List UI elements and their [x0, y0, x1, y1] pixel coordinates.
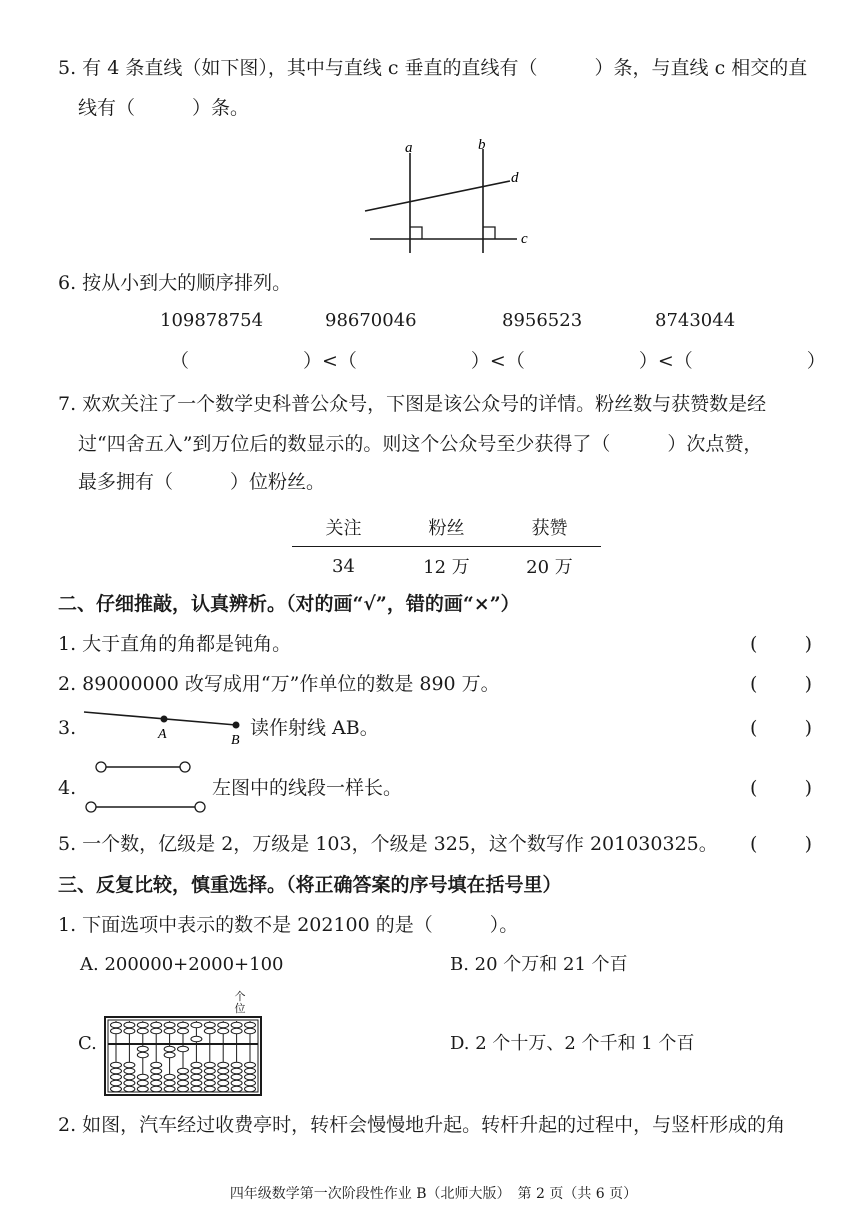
s3-q1: 1. 下面选项中表示的数不是 202100 的是（ ）。 — [58, 914, 519, 936]
value-follow: 34 — [332, 555, 355, 577]
q5-line2: 线有（ ）条。 — [78, 97, 250, 119]
header-likes: 获赞 — [498, 512, 601, 547]
value-likes: 20 万 — [526, 557, 573, 578]
s3-q1-option-c[interactable]: C. — [78, 1033, 97, 1054]
point-a-label: A — [158, 727, 167, 742]
q5-line1: 5. 有 4 条直线（如下图），其中与直线 c 垂直的直线有（ ）条，与直线 c 相交的直 — [58, 57, 808, 79]
s2-answer-1[interactable]: ( ) — [750, 633, 812, 655]
abacus-ones-label: 个位 — [234, 990, 246, 1015]
label-c: c — [521, 231, 528, 247]
s2-item-4: 左图中的线段一样长。 — [212, 777, 403, 799]
q7-line1: 7. 欢欢关注了一个数学史科普公众号，下图是该公众号的详情。粉丝数与获赞数是经 — [58, 393, 767, 415]
s2-answer-5[interactable]: ( ) — [750, 833, 812, 855]
s2-item-5: 5. 一个数，亿级是 2，万级是 103，个级是 325，这个数写作 201030325。 — [58, 833, 718, 855]
q6-number-1: 109878754 — [160, 310, 264, 331]
q6-number-2: 98670046 — [325, 310, 417, 331]
q7-stats-table — [292, 512, 601, 581]
s2-item-3: 读作射线 AB。 — [250, 717, 379, 739]
s3-q2: 2. 如图，汽车经过收费亭时，转杆会慢慢地升起。转杆升起的过程中，与竖杆形成的角 — [58, 1114, 786, 1136]
ray-ab-figure — [84, 708, 244, 748]
q6-answer-blanks[interactable]: （ ）<（ ）<（ ）<（ ） — [170, 350, 826, 372]
s3-q1-option-a[interactable]: A. 200000+2000+100 — [80, 954, 284, 975]
segments-figure — [85, 758, 210, 818]
label-b: b — [478, 137, 486, 153]
s3-q1-option-d[interactable]: D. 2 个十万、2 个千和 1 个百 — [450, 1033, 695, 1054]
q7-line2: 过“四舍五入”到万位后的数显示的。则这个公众号至少获得了（ ）次点赞， — [78, 433, 763, 455]
value-fans: 12 万 — [423, 557, 470, 578]
s3-q1-option-b[interactable]: B. 20 个万和 21 个百 — [450, 954, 628, 975]
q7-line3: 最多拥有（ ）位粉丝。 — [78, 471, 326, 493]
header-fans: 粉丝 — [395, 512, 498, 547]
q6-number-4: 8743044 — [655, 310, 736, 331]
abacus-figure — [104, 1016, 262, 1096]
label-d: d — [511, 170, 519, 186]
section3-title: 三、反复比较，慎重选择。（将正确答案的序号填在括号里） — [58, 874, 562, 896]
s2-item-1: 1. 大于直角的角都是钝角。 — [58, 633, 292, 655]
s2-answer-3[interactable]: ( ) — [750, 717, 812, 739]
point-b-label: B — [231, 733, 240, 748]
s2-answer-2[interactable]: ( ) — [750, 673, 812, 695]
section2-title: 二、仔细推敲，认真辨析。（对的画“√”，错的画“×”） — [58, 593, 520, 615]
q5-lines-figure — [355, 135, 535, 260]
page-footer: 四年级数学第一次阶段性作业 B（北师大版） 第 2 页（共 6 页） — [229, 1186, 638, 1202]
header-follow: 关注 — [292, 512, 395, 547]
s2-item-2: 2. 89000000 改写成用“万”作单位的数是 890 万。 — [58, 673, 500, 695]
q6-prompt: 6. 按从小到大的顺序排列。 — [58, 272, 292, 294]
s2-item-3-number: 3. — [58, 717, 77, 739]
q6-number-3: 8956523 — [502, 310, 583, 331]
s2-answer-4[interactable]: ( ) — [750, 777, 812, 799]
s2-item-4-number: 4. — [58, 777, 77, 799]
label-a: a — [405, 140, 413, 156]
